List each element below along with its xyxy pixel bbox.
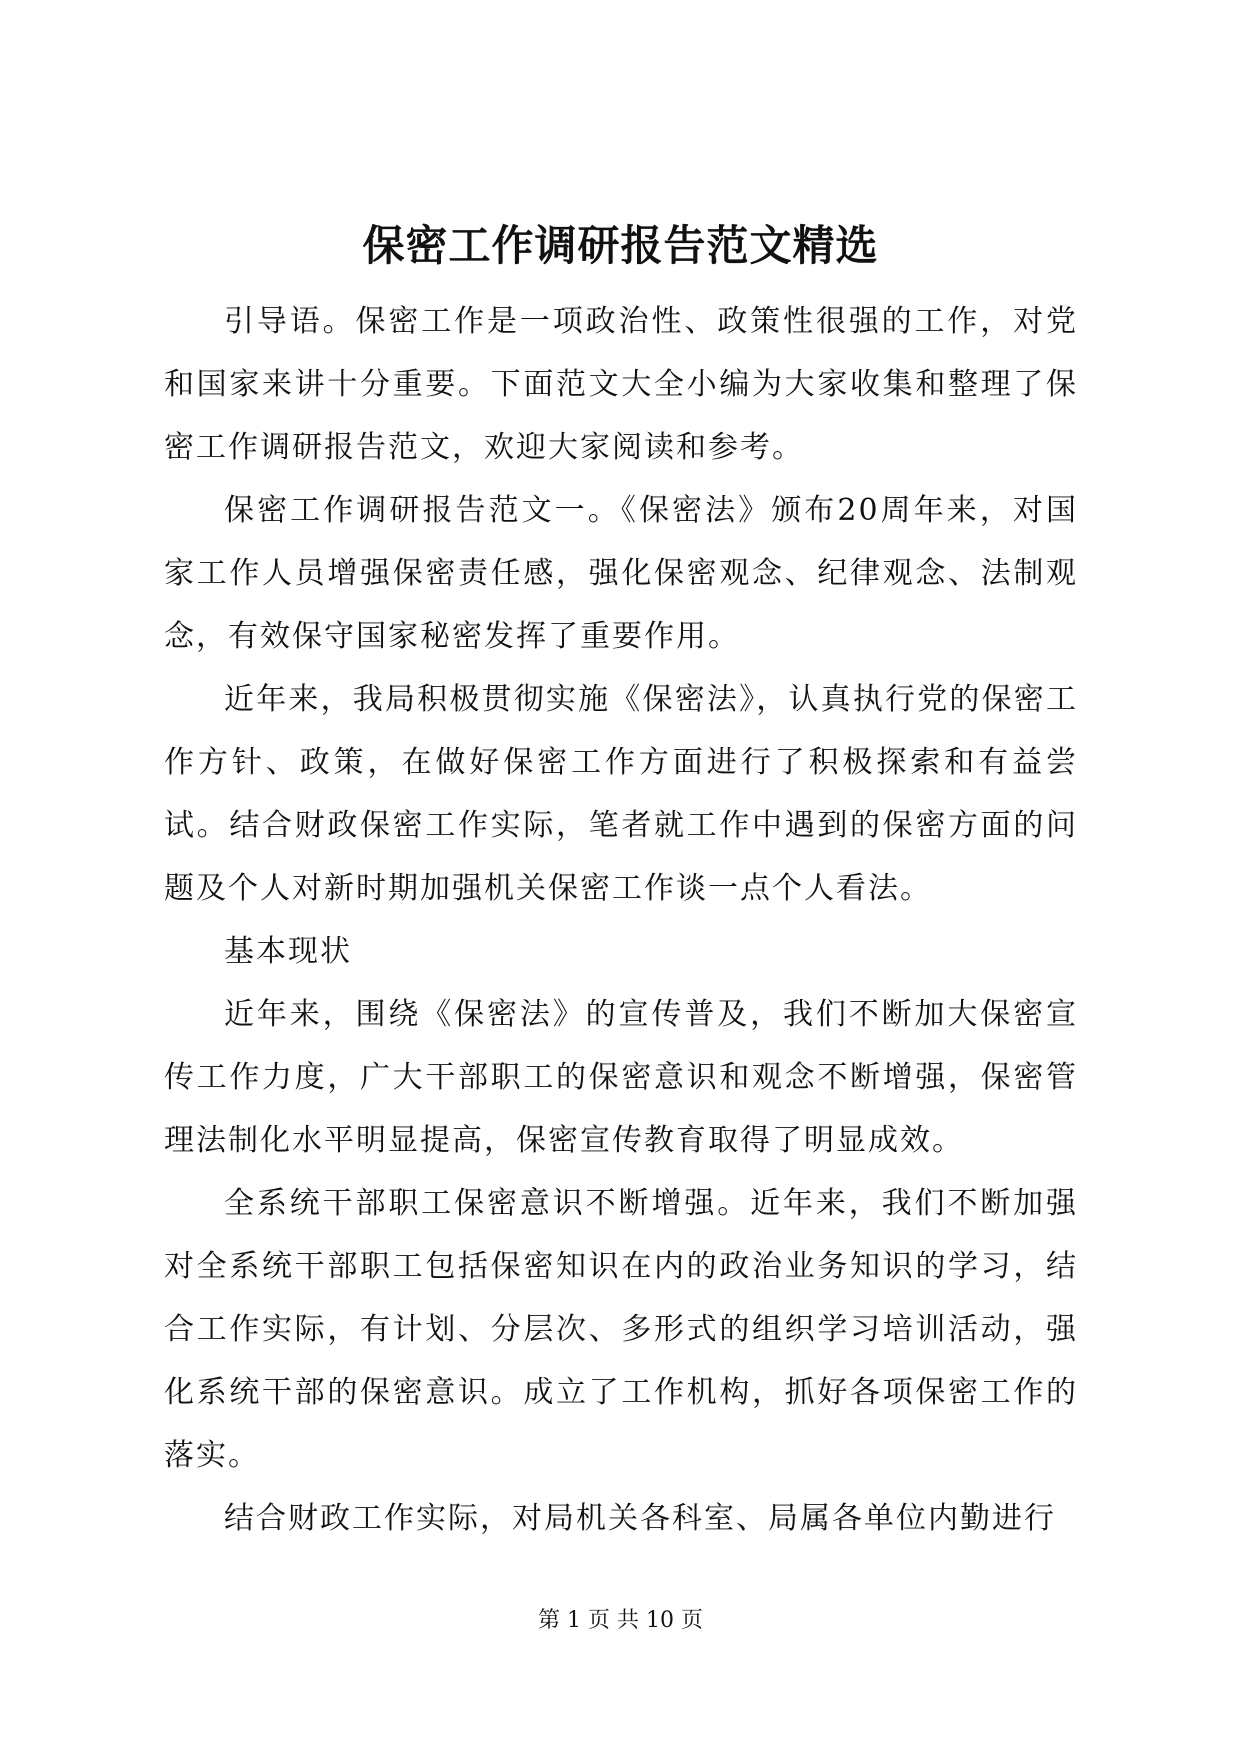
paragraph-intro: 引导语。保密工作是一项政治性、政策性很强的工作，对党和国家来讲十分重要。下面范文大全小编为大家收集和整理了保密工作调研报告范文，欢迎大家阅读和参考。 xyxy=(164,304,1078,465)
paragraph-awareness: 全系统干部职工保密意识不断增强。近年来，我们不断加强对全系统干部职工包括保密知识在内的政治业务知识的学习，结合工作实际，有计划、分层次、多形式的组织学习培训活动，强化系统干部的保密意识。成立了工作机构，抓好各项保密工作的落实。 xyxy=(164,1186,1078,1473)
page-number-footer: 第 1 页 共 10 页 xyxy=(538,1608,703,1633)
paragraph-recent-years: 近年来，我局积极贯彻实施《保密法》，认真执行党的保密工作方针、政策，在做好保密工作方面进行了积极探索和有益尝试。结合财政保密工作实际，笔者就工作中遇到的保密方面的问题及个人对新时期加强机关保密工作谈一点个人看法。 xyxy=(164,682,1078,906)
paragraph-report-one: 保密工作调研报告范文一。《保密法》颁布20周年来，对国家工作人员增强保密责任感，强化保密观念、纪律观念、法制观念，有效保守国家秘密发挥了重要作用。 xyxy=(164,493,1078,654)
document-body xyxy=(164,290,1078,1550)
paragraph-finance-work: 结合财政工作实际，对局机关各科室、局属各单位内勤进行 xyxy=(224,1501,1056,1536)
section-heading-current-status: 基本现状 xyxy=(224,934,352,969)
paragraph-publicity: 近年来，围绕《保密法》的宣传普及，我们不断加大保密宣传工作力度，广大干部职工的保密意识和观念不断增强，保密管理法制化水平明显提高，保密宣传教育取得了明显成效。 xyxy=(164,997,1078,1158)
document-title: 保密工作调研报告范文精选 xyxy=(362,221,879,270)
